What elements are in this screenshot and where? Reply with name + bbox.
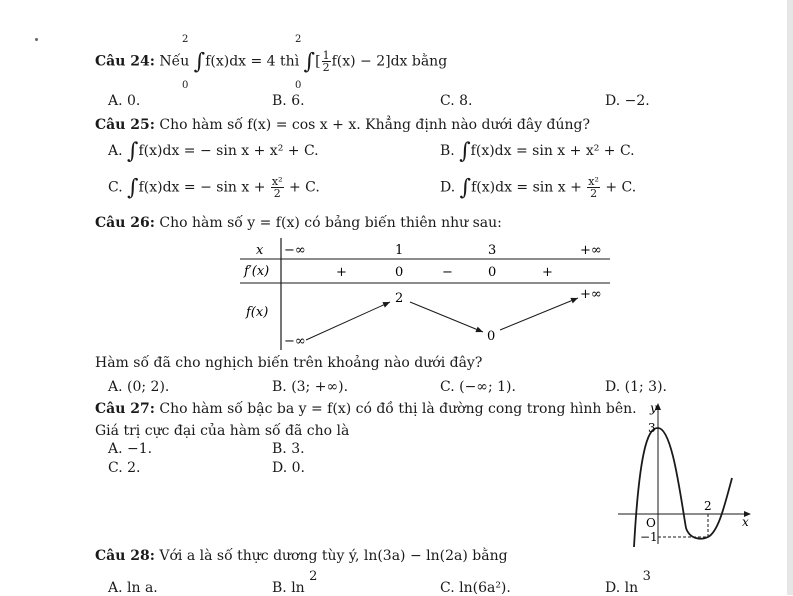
- q27-option-a: A. −1.: [108, 441, 153, 457]
- q24-int2-upper: 2: [295, 34, 302, 45]
- table-x-value: +∞: [580, 243, 602, 258]
- cubic-graph: [610, 398, 760, 548]
- q25-b-letter: B.: [440, 143, 455, 159]
- integral-sign: ∫: [127, 139, 139, 164]
- q26-stem: Cho hàm số y = f(x) có bảng biến thiên như sau:: [159, 215, 502, 231]
- table-f-value: 0: [487, 329, 496, 344]
- increase-arrow: [500, 298, 578, 330]
- q27-label: Câu 27:: [95, 401, 155, 417]
- q25-a-letter: A.: [108, 143, 123, 159]
- q25-d-pre: f(x)dx = sin x +: [471, 179, 582, 196]
- integral-sign: ∫: [303, 49, 316, 75]
- q27-stem-line: [95, 401, 637, 417]
- q25-c-pre: f(x)dx = − sin x +: [138, 179, 266, 196]
- graph-x-label: x: [742, 515, 749, 529]
- q25-a-body: f(x)dx = − sin x + x² + C.: [138, 143, 319, 159]
- table-sign: −: [442, 265, 453, 280]
- q26-option-d: D. (1; 3).: [605, 379, 667, 395]
- table-sign: +: [336, 265, 347, 280]
- table-x-value: −∞: [284, 243, 306, 258]
- increase-arrow: [306, 302, 390, 340]
- q28-stem-line: [95, 548, 508, 564]
- q28-option-d: [605, 569, 651, 596]
- q28-stem: Với a là số thực dương tùy ý, ln(3a) − ln(2a) bằng: [159, 548, 508, 564]
- table-sign: +: [542, 265, 553, 280]
- q28-b-num: 2: [309, 569, 318, 584]
- q28-d-pre: D. ln: [605, 580, 639, 596]
- q28-option-a: A. ln a.: [108, 580, 158, 596]
- q28-option-c: C. ln(6a²).: [440, 580, 511, 596]
- integral-sign: ∫: [127, 175, 139, 201]
- graph-origin: O: [646, 516, 656, 530]
- q26-option-b: B. (3; +∞).: [272, 379, 349, 395]
- q24-option-a: A. 0.: [108, 93, 141, 109]
- q24-label: Câu 24:: [95, 53, 155, 70]
- q27-option-b: B. 3.: [272, 441, 305, 457]
- table-sign: 0: [395, 265, 404, 280]
- q27-stem: Cho hàm số bậc ba y = f(x) có đồ thị là đường cong trong hình bên.: [159, 401, 637, 417]
- q24-option-d: D. −2.: [605, 93, 650, 109]
- q28-label: Câu 28:: [95, 548, 155, 564]
- q26-label: Câu 26:: [95, 215, 155, 231]
- table-f-label: f(x): [246, 305, 269, 320]
- table-x-value: 3: [488, 243, 497, 258]
- q25-d-den: 2: [590, 187, 598, 200]
- q25-label: Câu 25:: [95, 117, 155, 133]
- q24-option-b: B. 6.: [272, 93, 305, 109]
- table-sign: 0: [488, 265, 497, 280]
- integral-sign: ∫: [459, 139, 471, 164]
- q24-option-c: C. 8.: [440, 93, 473, 109]
- q24-int2-lower: 0: [295, 80, 302, 91]
- table-x-label: x: [256, 243, 264, 258]
- q26-option-c: C. (−∞; 1).: [440, 379, 516, 395]
- table-x-value: 1: [395, 243, 404, 258]
- q28-d-num: 3: [642, 569, 651, 584]
- q26-option-a: A. (0; 2).: [108, 379, 170, 395]
- table-f-value: 2: [395, 291, 404, 306]
- table-f-value: +∞: [580, 287, 602, 302]
- q24-post: bằng: [411, 53, 448, 70]
- q24-mid: thì: [280, 53, 300, 70]
- q25-b-body: f(x)dx = sin x + x² + C.: [470, 143, 635, 159]
- q24-int1: f(x)dx = 4: [205, 53, 276, 70]
- graph-x-tick: 2: [704, 499, 712, 513]
- table-fprime-label: f′(x): [244, 264, 270, 279]
- q27-option-d: D. 0.: [272, 460, 305, 476]
- q24-int2-body: f(x) − 2]dx: [331, 53, 408, 70]
- q25-c-num: x²: [271, 175, 283, 188]
- graph-min-value: −1: [640, 530, 658, 544]
- q25-c-den: 2: [273, 187, 281, 200]
- q24-half-den: 2: [322, 61, 330, 74]
- graph-y-label: y: [650, 401, 657, 415]
- graph-max-value: 3: [648, 421, 656, 435]
- q25-d-post: + C.: [605, 179, 637, 196]
- q27-option-c: C. 2.: [108, 460, 141, 476]
- q24-bracket-open: [: [315, 53, 321, 70]
- q25-d-num: x²: [588, 175, 599, 188]
- integral-sign: ∫: [193, 49, 206, 75]
- q25-c-letter: C.: [108, 179, 123, 196]
- q25-c-post: + C.: [289, 179, 320, 196]
- q28-option-b: [272, 569, 318, 596]
- q28-b-pre: B. ln: [272, 580, 305, 596]
- decrease-arrow: [410, 302, 483, 332]
- q24-pre: Nếu: [159, 53, 190, 70]
- q24-half-num: 1: [322, 49, 330, 62]
- integral-sign: ∫: [459, 175, 472, 201]
- q26-question: Hàm số đã cho nghịch biến trên khoảng nào dưới đây?: [95, 355, 483, 371]
- q25-d-letter: D.: [440, 179, 456, 196]
- q24-int1-lower: 0: [182, 80, 189, 91]
- q25-stem: Cho hàm số f(x) = cos x + x. Khẳng định nào dưới đây đúng?: [159, 117, 591, 133]
- table-f-value: −∞: [284, 334, 306, 349]
- q27-stem2: Giá trị cực đại của hàm số đã cho là: [95, 423, 350, 439]
- q24-int1-upper: 2: [182, 34, 189, 45]
